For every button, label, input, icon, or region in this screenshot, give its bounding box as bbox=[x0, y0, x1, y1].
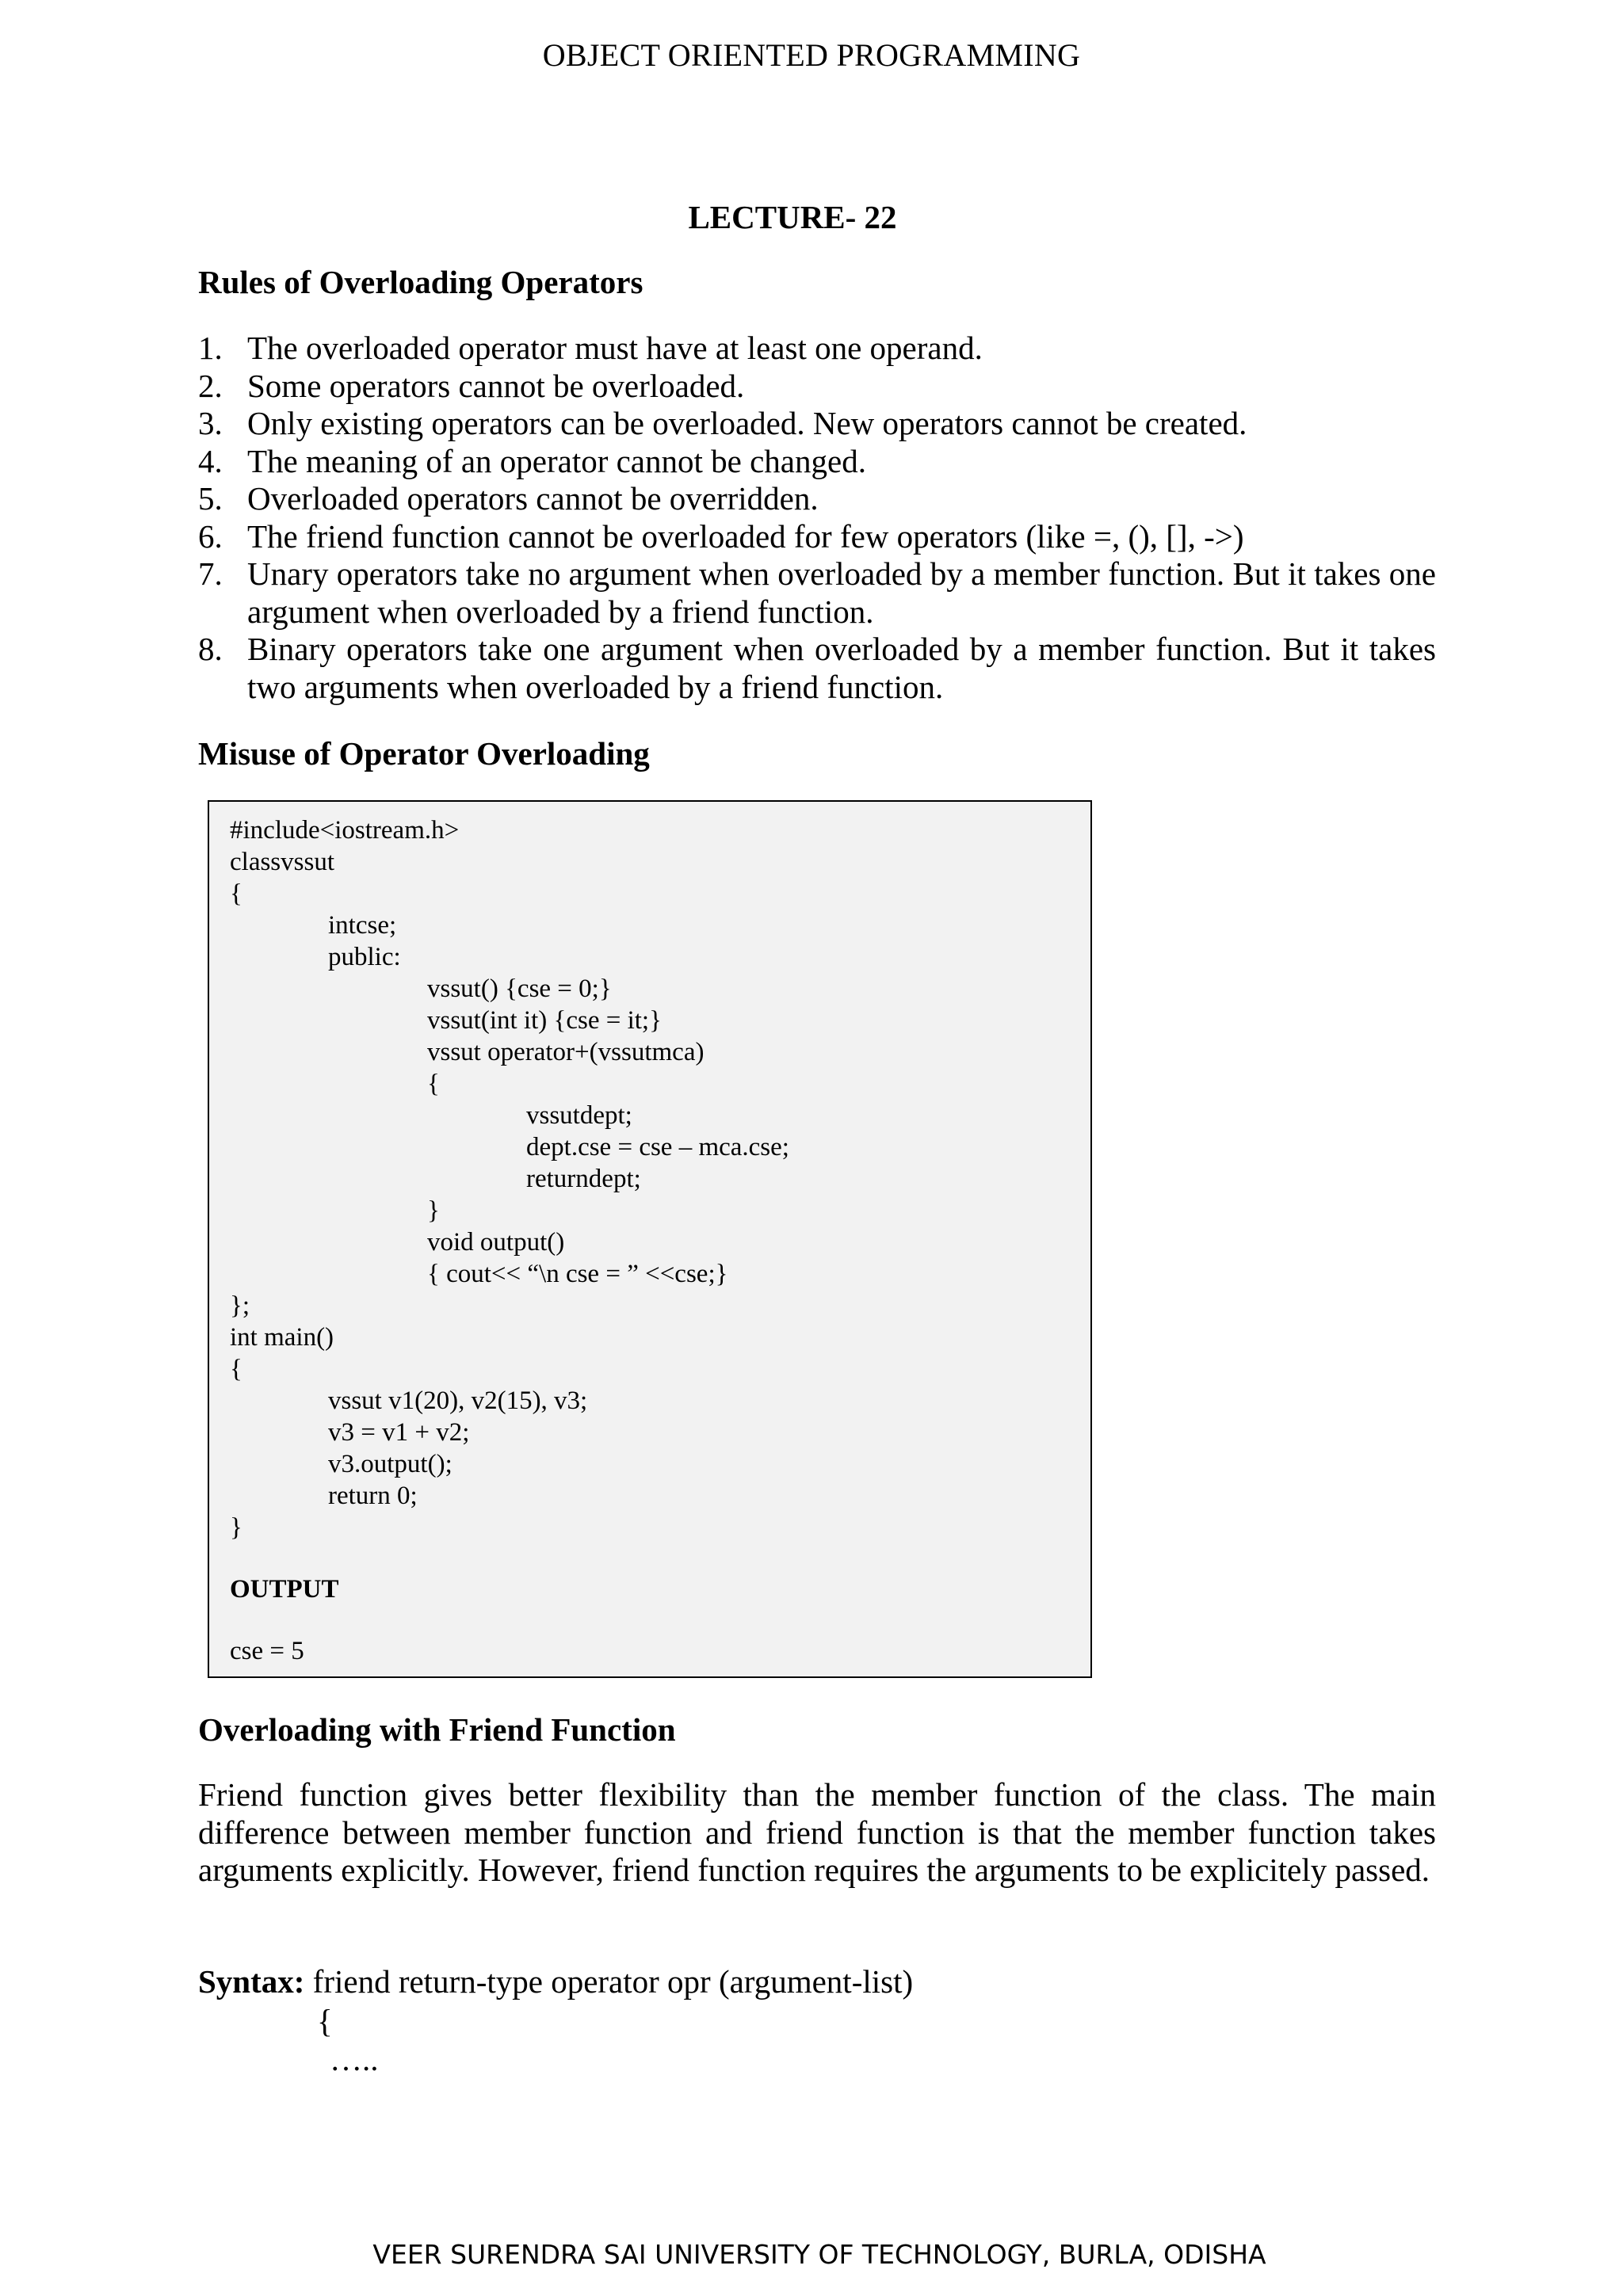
code-line: vssut v1(20), v2(15), v3; bbox=[328, 1386, 588, 1415]
code-line: vssutdept; bbox=[526, 1101, 632, 1130]
code-line: } bbox=[427, 1196, 440, 1225]
output-label: OUTPUT bbox=[230, 1575, 339, 1604]
rule-text: The friend function cannot be overloaded for few operators (like =, (), [], ->) bbox=[247, 517, 1244, 555]
rule-item bbox=[198, 555, 1436, 631]
rule-text: The meaning of an operator cannot be changed. bbox=[247, 442, 866, 479]
code-line: dept.cse = cse – mca.cse; bbox=[526, 1133, 789, 1161]
code-box bbox=[208, 800, 1092, 1678]
rule-text: The overloaded operator must have at least one operand. bbox=[247, 330, 983, 366]
rule-number: 5. bbox=[198, 480, 223, 517]
lecture-title: LECTURE- 22 bbox=[688, 199, 897, 235]
page-header: OBJECT ORIENTED PROGRAMMING bbox=[542, 37, 1081, 73]
syntax-text: friend return-type operator opr (argument-list) bbox=[304, 1963, 914, 2000]
code-line: public: bbox=[328, 943, 401, 971]
syntax-dots: ….. bbox=[330, 2041, 379, 2077]
rule-text: Unary operators take no argument when overloaded by a member function. But it takes one argument when overloaded by a friend function. bbox=[247, 555, 1436, 630]
rule-number: 8. bbox=[198, 631, 223, 667]
output-value: cse = 5 bbox=[230, 1637, 304, 1665]
code-line: vssut operator+(vssutmca) bbox=[427, 1038, 705, 1066]
rule-text: Only existing operators can be overloaded. New operators cannot be created. bbox=[247, 405, 1247, 441]
code-line: { bbox=[230, 879, 242, 908]
rule-item bbox=[198, 405, 1436, 443]
friend-heading: Overloading with Friend Function bbox=[198, 1711, 676, 1748]
code-line: { bbox=[427, 1070, 440, 1098]
code-line: int main() bbox=[230, 1323, 334, 1352]
rule-number: 1. bbox=[198, 330, 223, 366]
rule-number: 2. bbox=[198, 367, 223, 404]
code-line: { bbox=[230, 1355, 242, 1383]
friend-paragraph: Friend function gives better flexibility than the member function of the class. The main difference between member function and friend function is that the member function takes arguments explicitly. However, friend function requires the arguments to be explicitely passed. bbox=[198, 1776, 1436, 1888]
syntax-brace: { bbox=[317, 2003, 333, 2039]
code-line: classvssut bbox=[230, 848, 334, 876]
page-footer: VEER SURENDRA SAI UNIVERSITY OF TECHNOLOGY, BURLA, ODISHA bbox=[372, 2239, 1266, 2270]
rules-list bbox=[198, 330, 1436, 706]
code-line: void output() bbox=[427, 1228, 565, 1257]
rule-text: Overloaded operators cannot be overridden. bbox=[247, 480, 819, 517]
code-line: vssut() {cse = 0;} bbox=[427, 974, 612, 1003]
rule-number: 7. bbox=[198, 555, 223, 592]
rule-item bbox=[198, 480, 1436, 518]
code-line: v3.output(); bbox=[328, 1450, 453, 1478]
rule-item bbox=[198, 443, 1436, 481]
rule-number: 3. bbox=[198, 405, 223, 441]
rule-number: 4. bbox=[198, 442, 223, 479]
code-line: } bbox=[230, 1513, 242, 1542]
rule-text: Binary operators take one argument when overloaded by a member function. But it takes two arguments when overloaded by a friend function. bbox=[247, 631, 1436, 705]
code-line: return 0; bbox=[328, 1482, 418, 1510]
misuse-heading: Misuse of Operator Overloading bbox=[198, 735, 650, 772]
code-line: }; bbox=[230, 1291, 250, 1320]
code-line: #include<iostream.h> bbox=[230, 816, 460, 845]
syntax-label: Syntax: bbox=[198, 1963, 305, 2000]
code-line: vssut(int it) {cse = it;} bbox=[427, 1006, 662, 1035]
rule-text: Some operators cannot be overloaded. bbox=[247, 367, 745, 404]
syntax-line bbox=[198, 1962, 913, 2000]
rule-item bbox=[198, 631, 1436, 706]
rule-item bbox=[198, 518, 1436, 556]
code-line: returndept; bbox=[526, 1165, 641, 1193]
code-line: { cout<< “\n cse = ” <<cse;} bbox=[427, 1260, 728, 1288]
rule-item bbox=[198, 368, 1436, 406]
rules-heading: Rules of Overloading Operators bbox=[198, 264, 643, 300]
code-line: v3 = v1 + v2; bbox=[328, 1418, 470, 1447]
rule-number: 6. bbox=[198, 517, 223, 555]
rule-item bbox=[198, 330, 1436, 368]
code-line: intcse; bbox=[328, 911, 397, 940]
